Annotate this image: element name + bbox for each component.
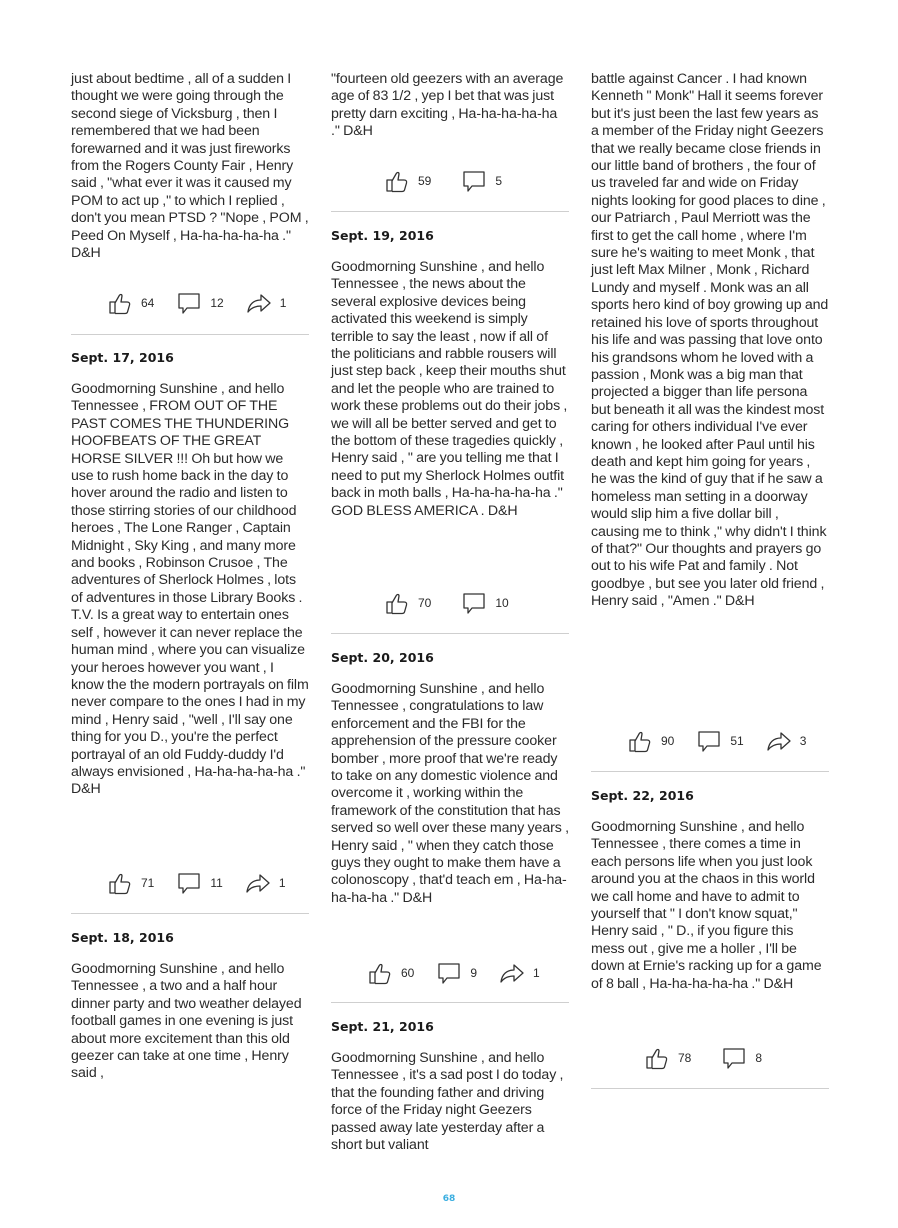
post-stats <box>644 1043 784 1073</box>
post-text: Goodmorning Sunshine , and hello Tennessee , the news about the several explosive devices being activated this weekend is simply terrible to say the least , now if all of the politicians and rabble rousers will just step back , keep their mouths shut and let the people who are trained to work these problems out do their jobs , we will all be better served and get to the bottom of these tragedies quickly , Henry said , " are you telling me that I need to put my Sherlock Holmes outfit back in moth balls , Ha-ha-ha-ha-ha ." GOD BLESS AMERICA . D&H <box>331 259 568 519</box>
like-count: 70 <box>418 596 432 610</box>
comment-icon <box>696 728 722 754</box>
divider <box>591 771 829 772</box>
comment-count: 5 <box>495 174 503 188</box>
comment-count: 12 <box>210 296 224 310</box>
post-text: just about bedtime , all of a sudden I thought we were going through the second siege of Vicksburg , then I remembered that we had been forewarned and it was just fireworks from the Rogers County Fair , Henry said , "what ever it was it caused my POM to act up ," to which I replied , don't you mean PTSD ? "Nope , POM , Peed On Myself , Ha-ha-ha-ha-ha ." D&H <box>71 71 309 262</box>
post-date: Sept. 19, 2016 <box>331 228 434 243</box>
post-stats <box>627 726 828 756</box>
post-sept-18 <box>71 930 309 1083</box>
like-count: 59 <box>418 174 432 188</box>
post-text: Goodmorning Sunshine , and hello Tennessee , congratulations to law enforcement and the FBI for the apprehension of the pressure cooker bomber , more proof that we're ready to take on any domestic violence and overcome it , working within the framework of the constitution that has served so well over these many years , Henry said , " when they catch those guys they ought to make them have a colonoscopy , that'd teach em , Ha-ha-ha-ha-ha ." D&H <box>331 681 569 906</box>
divider <box>71 913 309 914</box>
divider <box>331 633 569 634</box>
thumbs-up-icon <box>107 290 133 316</box>
comment-icon <box>461 590 487 616</box>
share-count: 3 <box>799 734 807 748</box>
post-stats <box>107 868 308 898</box>
divider <box>591 1088 829 1089</box>
thumbs-up-icon <box>384 590 410 616</box>
page-number: 68 <box>442 1194 456 1204</box>
comment-button[interactable] <box>461 168 502 194</box>
post-continuation <box>591 71 829 611</box>
share-button[interactable] <box>766 728 807 754</box>
comment-icon <box>461 168 487 194</box>
share-icon <box>246 290 272 316</box>
post-stats <box>384 588 531 618</box>
comment-icon <box>436 960 462 986</box>
post-date: Sept. 17, 2016 <box>71 350 174 365</box>
share-count: 1 <box>278 876 286 890</box>
share-icon <box>766 728 792 754</box>
comment-button[interactable] <box>461 590 508 616</box>
comment-icon <box>176 870 202 896</box>
post-date: Sept. 18, 2016 <box>71 930 174 945</box>
divider <box>331 1002 569 1003</box>
share-icon <box>499 960 525 986</box>
divider <box>331 211 569 212</box>
comment-count: 10 <box>495 596 509 610</box>
thumbs-up-icon <box>367 960 393 986</box>
post-sept-19 <box>331 228 569 520</box>
thumbs-up-icon <box>107 870 133 896</box>
post-text: battle against Cancer . I had known Kenneth " Monk" Hall it seems forever but it's just been the last few years as a member of the Friday night Geezers that we really became close friends in our little band of brothers , the four of us traveled far and wide on Friday nights looking for good places to dine , our Patriarch , Paul Merriott was the first to get the call home , where I'm sure he's waiting to meet Monk , that just left Max Milner , Monk , Richard Lundy and myself . Monk was an all sports hero kind of boy growing up and retained his love of sports throughout his life and was passing that love onto his grandsons whom he loved with a passion , Monk was a big man that projected a bigger than life persona but beneath it all was the kindest most caring for others individual I've ever known , he looked after Paul until his death and kept him going for years , he was the kind of guy that if he saw a homeless man setting in a doorway would slip him a five dollar bill , causing me to think ," why didn't I think of that?" Our thoughts and prayers go out to his wife Pat and family . Not goodbye , but see you later old friend , Henry said , "Amen ." D&H <box>591 71 829 610</box>
comment-button[interactable] <box>176 870 222 896</box>
thumbs-up-icon <box>627 728 653 754</box>
like-button[interactable] <box>384 168 431 194</box>
comment-icon <box>721 1045 747 1071</box>
divider <box>71 334 309 335</box>
comment-button[interactable] <box>176 290 223 316</box>
comment-count: 51 <box>730 734 744 748</box>
like-count: 60 <box>401 966 415 980</box>
like-button[interactable] <box>627 728 674 754</box>
post-text: Goodmorning Sunshine , and hello Tennessee , there comes a time in each persons life when you just look around you at the chaos in this world we call home and have to admit to yourself that " I don't know squat," Henry said , " D., if you figure this mess out , give me a holler , I'll be down at Ernie's racking up for a game of 8 ball , Ha-ha-ha-ha-ha ." D&H <box>591 819 822 992</box>
share-button[interactable] <box>499 960 540 986</box>
comment-button[interactable] <box>696 728 743 754</box>
share-count: 1 <box>533 966 540 980</box>
post-text: "fourteen old geezers with an average age of 83 1/2 , yep I bet that was just pretty darn exciting , Ha-ha-ha-ha-ha ." D&H <box>331 71 564 140</box>
comment-count: 11 <box>210 876 223 890</box>
post-sept-22 <box>591 788 829 993</box>
like-count: 64 <box>141 296 155 310</box>
post-sept-20 <box>331 650 569 907</box>
thumbs-up-icon <box>644 1045 670 1071</box>
post-continuation <box>71 71 309 262</box>
post-text: Goodmorning Sunshine , and hello Tennessee , it's a sad post I do today , that the founding father and driving force of the Friday night Geezers passed away late yesterday after a short but valiant <box>331 1050 564 1154</box>
post-sept-21 <box>331 1019 569 1154</box>
like-count: 78 <box>678 1051 692 1065</box>
share-count: 1 <box>279 296 287 310</box>
like-count: 90 <box>661 734 675 748</box>
post-date: Sept. 22, 2016 <box>591 788 694 803</box>
like-button[interactable] <box>107 290 154 316</box>
post-text: Goodmorning Sunshine , and hello Tennessee , FROM OUT OF THE PAST COMES THE THUNDERING HOOFBEATS OF THE GREAT HORSE SILVER !!! Oh but how we use to rush home back in the day to hover around the radio and listen to those stirring stories of our childhood heroes , The Lone Ranger , Captain Midnight , Sky King , and many more and books , Robinson Crusoe , The adventures of Sherlock Holmes , lots of adventures in those Library Books . T.V. Is a great way to entertain ones self , however it can never replace the human mind , where you can visualize your heroes however you want , I know the the modern portrayals on film never compare to the ones I had in my mind , Henry said , "well , I'll say one thing for you D., you're the perfect portrayal of an old Fuddy-duddy I'd always envisioned , Ha-ha-ha-ha-ha ." D&H <box>71 381 309 798</box>
post-stats <box>367 958 562 988</box>
like-button[interactable] <box>644 1045 691 1071</box>
post-continuation <box>331 71 569 141</box>
share-button[interactable] <box>246 290 287 316</box>
comment-button[interactable] <box>721 1045 762 1071</box>
post-date: Sept. 21, 2016 <box>331 1019 434 1034</box>
share-icon <box>245 870 271 896</box>
post-text: Goodmorning Sunshine , and hello Tennessee , a two and a half hour dinner party and two weather delayed football games in one evening is just about more excitement than this old geezer can take at one time , Henry said , <box>71 961 302 1082</box>
share-button[interactable] <box>245 870 286 896</box>
comment-count: 8 <box>755 1051 763 1065</box>
comment-button[interactable] <box>436 960 477 986</box>
like-count: 71 <box>141 876 155 890</box>
like-button[interactable] <box>367 960 414 986</box>
thumbs-up-icon <box>384 168 410 194</box>
like-button[interactable] <box>107 870 154 896</box>
post-stats <box>384 166 524 196</box>
post-stats <box>107 288 308 318</box>
like-button[interactable] <box>384 590 431 616</box>
comment-icon <box>176 290 202 316</box>
comment-count: 9 <box>470 966 478 980</box>
post-sept-17 <box>71 350 309 799</box>
post-date: Sept. 20, 2016 <box>331 650 434 665</box>
